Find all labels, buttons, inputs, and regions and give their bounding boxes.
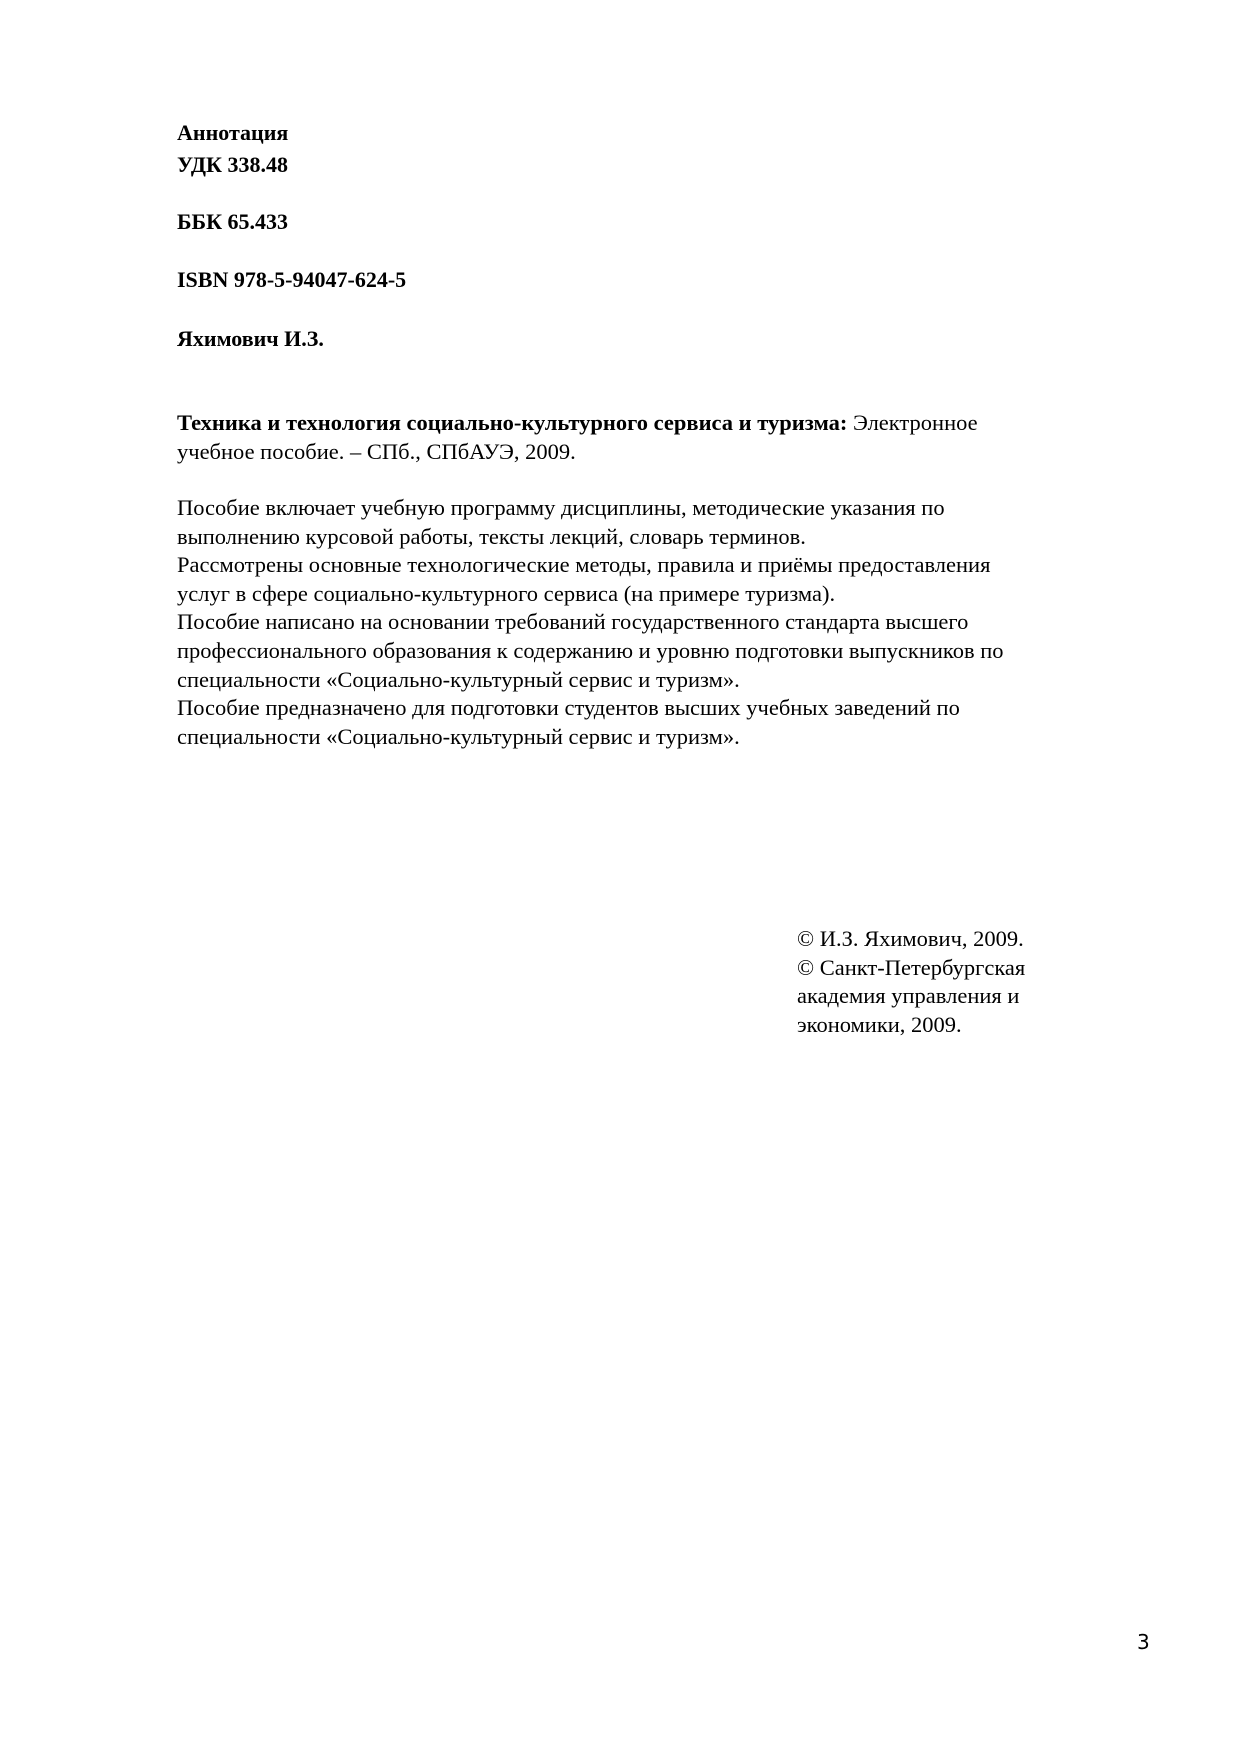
citation-publication: учебное пособие. – СПб., СПбАУЭ, 2009. <box>177 438 576 464</box>
page-number: 3 <box>1137 1630 1150 1654</box>
copyright-block <box>797 925 1127 1039</box>
description-line: услуг в сфере социально-культурного сервиса (на примере туризма). <box>177 580 836 606</box>
description-line: специальности «Социально-культурный сервис и туризм». <box>177 666 740 692</box>
bbk-code: ББК 65.433 <box>177 209 289 234</box>
copyright-line: академия управления и <box>797 983 1020 1009</box>
citation-title: Техника и технология социально-культурного сервиса и туризма: <box>177 410 848 435</box>
description-line: специальности «Социально-культурный сервис и туризм». <box>177 723 740 749</box>
copyright-line: © Санкт-Петербургская <box>797 954 1026 980</box>
description-line: выполнению курсовой работы, тексты лекций, словарь терминов. <box>177 523 806 549</box>
author-name: Яхимович И.З. <box>177 326 324 351</box>
copyright-line: экономики, 2009. <box>797 1011 962 1037</box>
isbn-code: ISBN 978-5-94047-624-5 <box>177 267 407 292</box>
annotation-description <box>177 494 1137 751</box>
annotation-heading: Аннотация <box>177 120 289 145</box>
description-line: Рассмотрены основные технологические методы, правила и приёмы предоставления <box>177 552 991 578</box>
bibliographic-citation <box>177 409 1097 466</box>
description-line: Пособие написано на основании требований государственного стандарта высшего <box>177 609 969 635</box>
description-line: профессионального образования к содержанию и уровню подготовки выпускников по <box>177 637 1004 663</box>
description-line: Пособие предназначено для подготовки студентов высших учебных заведений по <box>177 695 960 721</box>
udk-code: УДК 338.48 <box>177 152 289 177</box>
citation-type: Электронное <box>847 410 978 435</box>
copyright-line: © И.З. Яхимович, 2009. <box>797 926 1024 951</box>
description-line: Пособие включает учебную программу дисциплины, методические указания по <box>177 495 945 520</box>
